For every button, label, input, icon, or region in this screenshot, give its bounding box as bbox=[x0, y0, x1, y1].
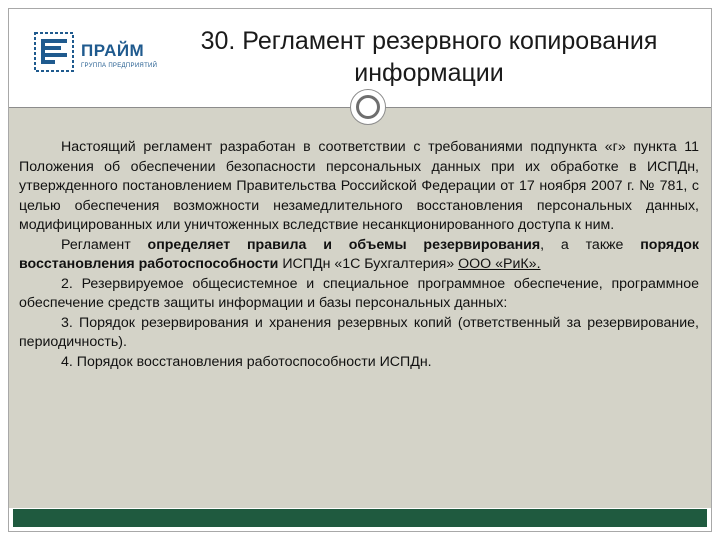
title-line-1: 30. Регламент резервного копирования bbox=[200, 27, 658, 55]
content-panel bbox=[9, 108, 711, 508]
p2-underlined-org: ООО «РиК». bbox=[458, 256, 541, 272]
body-text bbox=[19, 138, 699, 372]
paragraph-2 bbox=[19, 236, 699, 275]
ring-ornament-icon bbox=[350, 89, 386, 125]
p2-text-a: Регламент bbox=[61, 236, 148, 253]
page-title bbox=[149, 25, 709, 89]
title-line-2: информации bbox=[354, 59, 504, 87]
paragraph-1: Настоящий регламент разработан в соответствии с требованиями подпункта «г» пункта 11 Положения об обеспечении безопасности персональных данных при их обработке в ИСПДн, утвержденного постановлением Правительства Российской Федерации от 17 ноября 2007 г. № 781, с целью обеспечения возможности незамедлительного восстановления персональных данных, модифицированных или уничтоженных вследствие несанкционированного доступа к ним. bbox=[19, 139, 699, 233]
p2-bold-a: определяет правила и объемы резервирования bbox=[147, 236, 541, 253]
logo-text: ПРАЙМ bbox=[81, 41, 145, 60]
paragraph-3: 2. Резервируемое общесистемное и специальное программное обеспечение, программное обеспечение средств защиты информации и базы персональных данных: bbox=[19, 275, 699, 311]
p2-text-b: , а также bbox=[540, 236, 641, 253]
p2-text-c: ИСПДн «1С Бухгалтерия» bbox=[278, 256, 459, 272]
praim-logo-icon bbox=[31, 29, 77, 75]
footer-bar bbox=[13, 509, 707, 527]
p2-bold-b: порядок восстановления работоспособности bbox=[19, 236, 699, 272]
paragraph-4: 3. Порядок резервирования и хранения резервных копий (ответственный за резервирование, периодичность). bbox=[19, 314, 699, 350]
company-logo bbox=[31, 25, 161, 81]
paragraph-5: 4. Порядок восстановления работоспособности ИСПДн. bbox=[61, 353, 432, 370]
slide bbox=[8, 8, 712, 532]
logo-subtext: ГРУППА ПРЕДПРИЯТИЙ bbox=[81, 63, 158, 69]
ring-inner bbox=[356, 95, 380, 119]
